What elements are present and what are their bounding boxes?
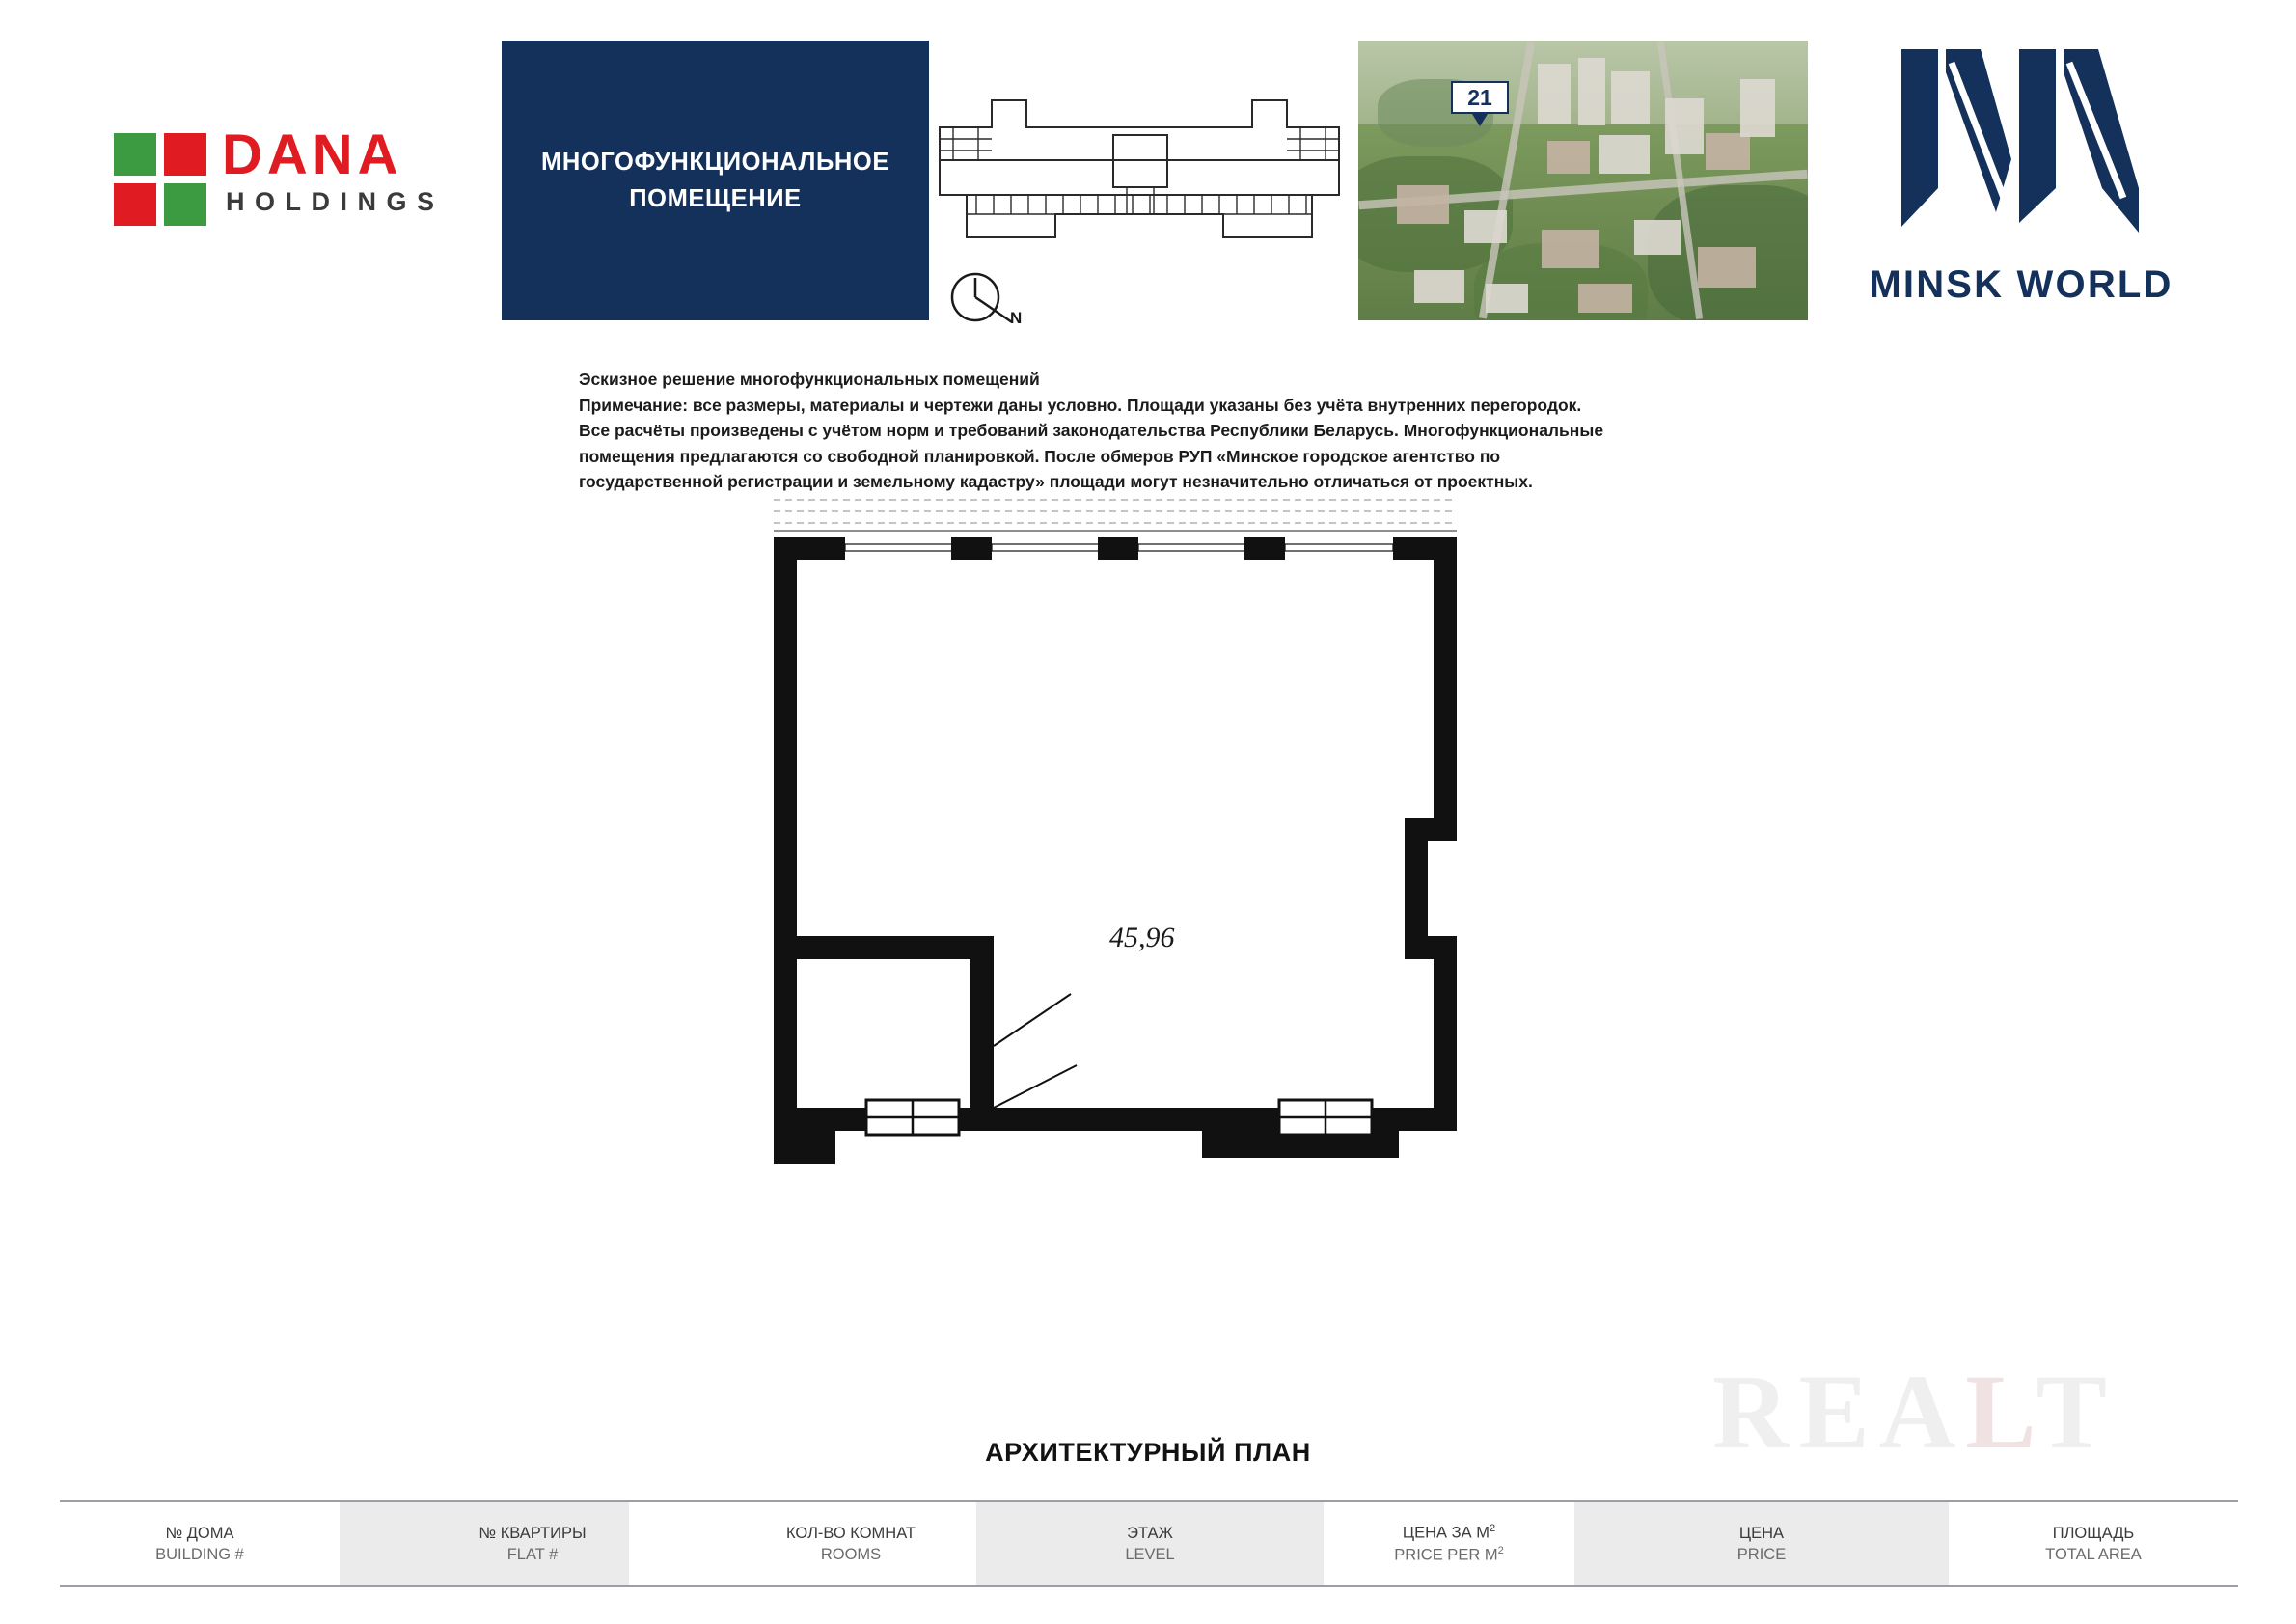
disclaimer-notes	[579, 367, 1746, 495]
aerial-site-photo	[1358, 41, 1808, 320]
footer-label-en: BUILDING #	[155, 1546, 244, 1563]
footer-label-ru: ЭТАЖ	[1127, 1524, 1173, 1542]
title-line-2: ПОМЕЩЕНИЕ	[629, 185, 802, 212]
premise-type-title-block	[502, 41, 929, 320]
footer-cell-price-per-sqm	[1324, 1502, 1574, 1585]
footer-cell-building	[60, 1502, 340, 1585]
realt-watermark	[1712, 1351, 2117, 1473]
minsk-world-logo	[1828, 43, 2214, 318]
minsk-world-wordmark: MINSK WORLD	[1869, 263, 2173, 306]
specs-footer-table	[60, 1500, 2238, 1587]
footer-label-en: LEVEL	[1125, 1546, 1175, 1563]
compass-icon	[950, 272, 1056, 336]
footer-cell-level	[1073, 1502, 1227, 1585]
floor-keyplan-diagram	[934, 93, 1358, 286]
dana-holdings-logo	[114, 125, 471, 232]
note-line-5: государственной регистрации и земельному кадастру» площади могут незначительно отличаться от проектных.	[579, 472, 1533, 492]
note-line-3: Все расчёты произведены с учётом норм и требований законодательства Республики Беларусь. Многофункциональные	[579, 421, 1604, 441]
footer-label-ru: ЦЕНА ЗА $М^2$	[1402, 1523, 1496, 1542]
footer-value-flat[interactable]	[629, 1502, 725, 1585]
plan-caption: АРХИТЕКТУРНЫЙ ПЛАН	[985, 1438, 1311, 1467]
compass-north-label: N	[1010, 309, 1023, 327]
footer-label-ru: КОЛ-ВО КОМНАТ	[786, 1524, 916, 1542]
dana-squares-icon	[114, 133, 215, 225]
footer-label-ru: № КВАРТИРЫ	[478, 1524, 587, 1542]
note-line-4: помещения предлагаются со свободной планировкой. После обмеров РУП «Минское городское агентство по	[579, 446, 1501, 466]
dana-subtitle: HOLDINGS	[226, 187, 445, 216]
dana-wordmark: DANA	[222, 124, 403, 186]
footer-label-en: TOTAL AREA	[2045, 1546, 2142, 1563]
note-line-2: Примечание: все размеры, материалы и чертежи даны условно. Площади указаны без учёта внутренних перегородок.	[579, 395, 1582, 415]
footer-value-rooms[interactable]	[976, 1502, 1073, 1585]
footer-label-ru: ЦЕНА	[1738, 1524, 1785, 1542]
footer-label-en: FLAT #	[506, 1546, 559, 1563]
footer-label-en: ROOMS	[820, 1546, 882, 1563]
footer-label-en: PRICE PER $M^2$	[1394, 1545, 1504, 1564]
apartment-floor-plan	[752, 482, 1553, 1438]
note-line-1: Эскизное решение многофункциональных помещений	[579, 370, 1040, 389]
footer-value-price[interactable]	[1852, 1502, 1949, 1585]
footer-label-ru: № ДОМА	[165, 1524, 234, 1542]
footer-cell-rooms	[725, 1502, 976, 1585]
watermark-text-before: REA	[1712, 1353, 1966, 1471]
footer-cell-flat	[436, 1502, 629, 1585]
footer-value-building[interactable]	[340, 1502, 436, 1585]
watermark-text-after: T	[2036, 1353, 2117, 1471]
page-header	[0, 0, 2296, 347]
building-number-marker	[1451, 81, 1509, 125]
building-number-label: 21	[1451, 81, 1509, 114]
footer-value-price-per-sqm[interactable]	[1574, 1502, 1671, 1585]
footer-value-level[interactable]	[1227, 1502, 1324, 1585]
footer-cell-price	[1671, 1502, 1852, 1585]
footer-label-en: PRICE	[1736, 1546, 1787, 1563]
mw-monogram-icon	[1896, 43, 2146, 251]
footer-label-ru: ПЛОЩАДЬ	[2052, 1524, 2135, 1542]
watermark-accent: L	[1965, 1353, 2036, 1471]
room-area-label: 45,96	[1109, 922, 1175, 953]
title-line-1: МНОГОФУНКЦИОНАЛЬНОЕ	[541, 148, 889, 176]
footer-cell-total-area	[1949, 1502, 2238, 1585]
